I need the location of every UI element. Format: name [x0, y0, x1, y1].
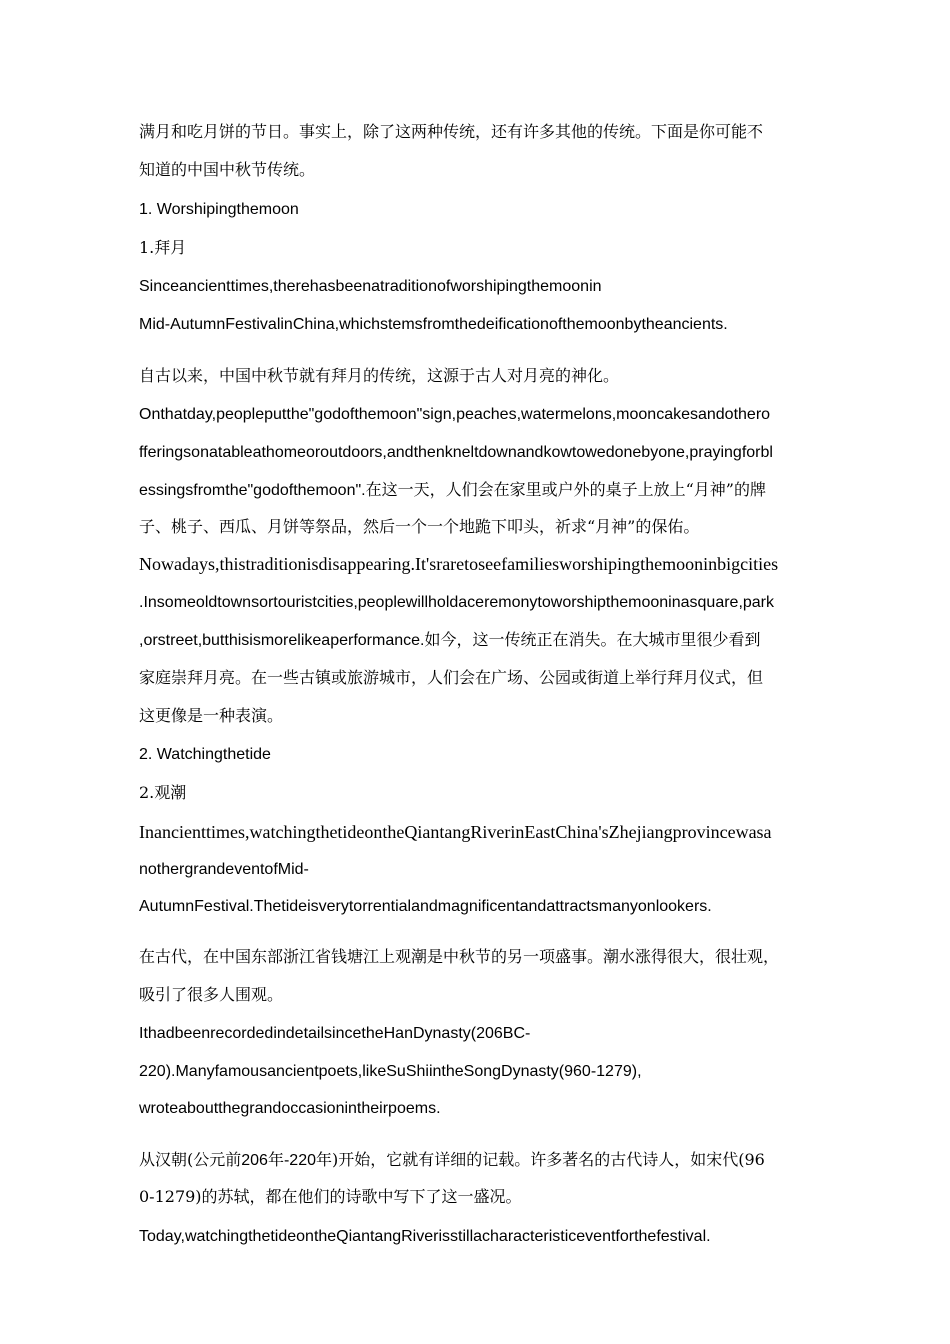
body-text-line — [139, 480, 766, 501]
body-text-line: Inancienttimes,watchingthetideontheQiantangRiverinEastChina'sZhejiangprovincewasa — [139, 822, 772, 842]
body-text-line — [139, 1150, 765, 1171]
section-heading-en: 1. Worshipingthemoon — [139, 201, 299, 218]
body-text-line: 满月和吃月饼的节日。事实上，除了这两种传统，还有许多其他的传统。下面是你可能不 — [139, 122, 764, 141]
text-segment-en: 206 — [241, 1152, 268, 1169]
body-text-line: wroteaboutthegrandoccasionintheirpoems. — [139, 1100, 441, 1117]
body-text-line: 家庭崇拜月亮。在一些古镇或旅游城市，人们会在广场、公园或街道上举行拜月仪式，但 — [139, 668, 764, 687]
body-text-line: Today,watchingthetideontheQiantangRiverisstillacharacteristiceventforthefestival. — [139, 1228, 711, 1245]
body-text-line: 0-1279)的苏轼，都在他们的诗歌中写下了这一盛况。 — [139, 1187, 522, 1206]
body-text-line — [139, 630, 760, 651]
text-segment-zh: 年)开始，它就有详细的记载。许多著名的古代诗人，如宋代(96 — [316, 1150, 765, 1169]
body-text-line: 自古以来，中国中秋节就有拜月的传统，这源于古人对月亮的神化。 — [139, 366, 620, 385]
body-text-line: nothergrandeventofMid- — [139, 861, 309, 878]
body-text-line: AutumnFestival.Thetideisverytorrentialandmagnificentandattractsmanyonlookers. — [139, 898, 712, 915]
text-segment-en: -220 — [283, 1152, 316, 1169]
text-segment-en: ,orstreet,butthisismorelikeaperformance. — [139, 632, 425, 649]
body-text-line: Nowadays,thistraditionisdisappearing.It'sraretoseefamiliesworshipingthemooninbigcities — [139, 554, 779, 574]
body-text-line: 这更像是一种表演。 — [139, 706, 284, 725]
text-segment-zh: 年 — [267, 1150, 284, 1169]
section-heading-zh: 1.拜月 — [139, 238, 187, 257]
body-text-line: IthadbeenrecordedindetailsincetheHanDynasty(206BC- — [139, 1025, 531, 1042]
body-text-line: 子、桃子、西瓜、月饼等祭品，然后一个一个地跪下叩头，祈求“月神”的保佑。 — [139, 517, 700, 536]
body-text-line: Onthatday,peopleputthe"godofthemoon"sign,peaches,watermelons,mooncakesandothero — [139, 406, 771, 423]
text-segment-zh: 如今，这一传统正在消失。在大城市里很少看到 — [424, 630, 761, 649]
text-segment-zh: 在这一天，人们会在家里或户外的桌子上放上“月神”的牌 — [365, 480, 766, 499]
body-text-line: 吸引了很多人围观。 — [139, 985, 284, 1004]
section-heading-en: 2. Watchingthetide — [139, 746, 271, 763]
body-text-line: 220).Manyfamousancientpoets,likeSuShiintheSongDynasty(960-1279), — [139, 1063, 642, 1080]
body-text-line: Mid-AutumnFestivalinChina,whichstemsfromthedeificationofthemoonbytheancients. — [139, 316, 728, 333]
body-text-line: 知道的中国中秋节传统。 — [139, 160, 316, 179]
body-text-line: 在古代，在中国东部浙江省钱塘江上观潮是中秋节的另一项盛事。潮水涨得很大，很壮观， — [139, 947, 780, 966]
body-text-line: fferingsonatableathomeoroutdoors,andthenkneltdownandkowtowedonebyone,prayingforbl — [139, 444, 773, 461]
body-text-line: .Insomeoldtownsortouristcities,peoplewillholdaceremonytoworshipthemooninasquare,park — [139, 594, 775, 611]
text-segment-zh: 从汉朝(公元前 — [139, 1150, 242, 1169]
body-text-line: Sinceancienttimes,therehasbeenatraditionofworshipingthemoonin — [139, 278, 602, 295]
text-segment-en: essingsfromthe"godofthemoon". — [139, 482, 366, 499]
section-heading-zh: 2.观潮 — [139, 783, 187, 802]
